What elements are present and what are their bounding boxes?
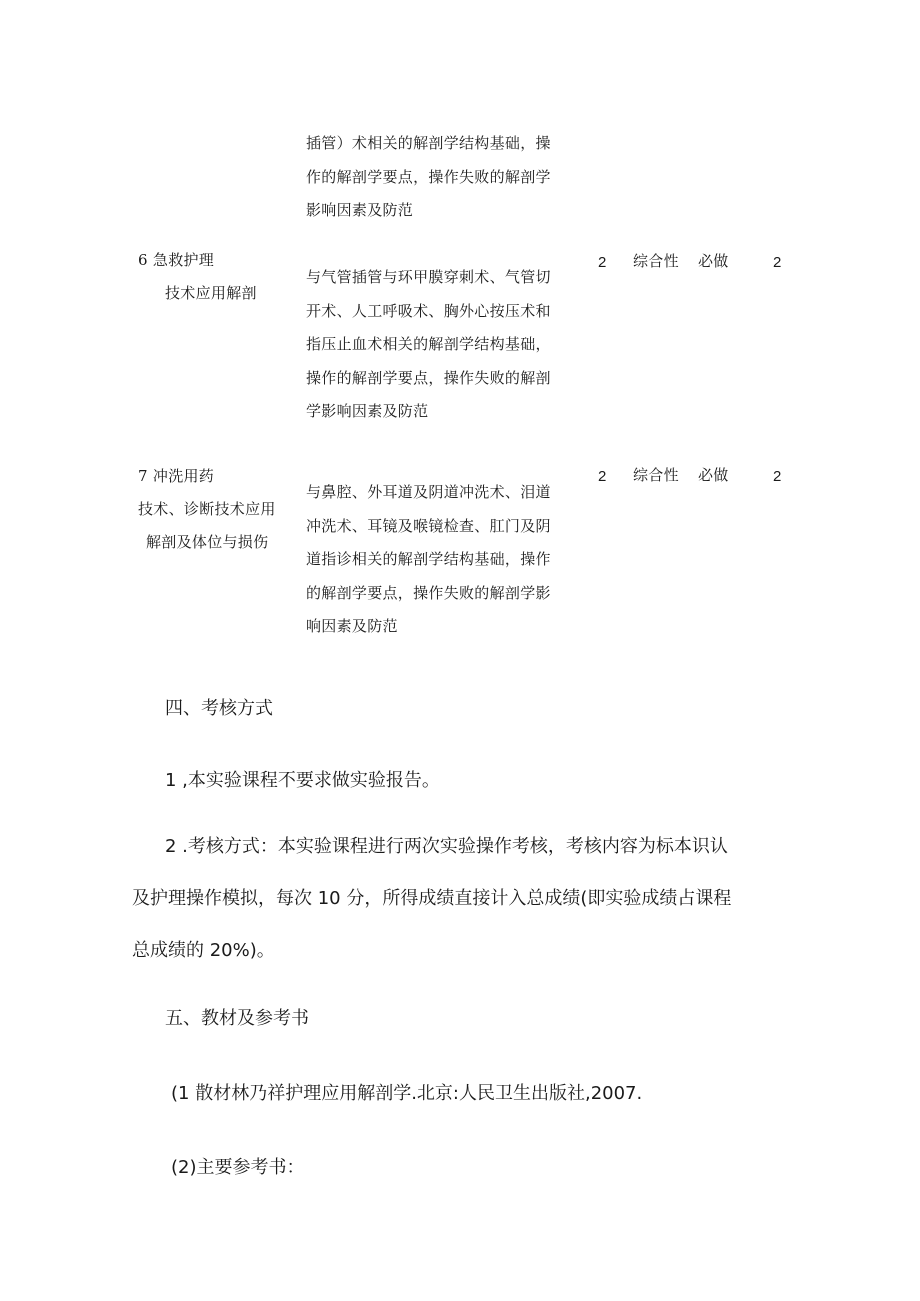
description-line: 影响因素及防范	[306, 201, 414, 219]
experiment-type: 综合性	[633, 466, 679, 484]
experiment-name	[138, 460, 276, 559]
experiment-name-line: 解剖及体位与损伤	[146, 533, 269, 551]
paragraph-line: 总成绩的 20%)。	[132, 940, 275, 961]
experiment-name	[138, 244, 257, 310]
experiment-description	[306, 261, 551, 429]
section-heading-assessment: 四、考核方式	[165, 698, 273, 719]
description-line: 道指诊相关的解剖学结构基础，操作	[306, 550, 551, 568]
continued-description	[306, 127, 551, 228]
paragraph-line: 及护理操作模拟，每次 10 分，所得成绩直接计入总成绩(即实验成绩占课程	[132, 888, 732, 909]
hours-value: 2	[598, 254, 607, 271]
group-size-value: 2	[773, 254, 782, 271]
reference-books-item: (2)主要参考书：	[171, 1157, 305, 1178]
hours-value: 2	[598, 468, 607, 485]
description-line: 与鼻腔、外耳道及阴道冲洗术、泪道	[306, 483, 551, 501]
description-line: 开术、人工呼吸术、胸外心按压术和	[306, 301, 551, 320]
description-line: 学影响因素及防范	[306, 402, 429, 420]
description-line: 作的解剖学要点，操作失败的解剖学	[306, 167, 551, 186]
assessment-item-1: 1 ,本实验课程不要求做实验报告。	[165, 770, 440, 791]
requirement: 必做	[698, 252, 729, 270]
experiment-name-line: 技术应用解剖	[165, 284, 257, 302]
experiment-description	[306, 476, 551, 644]
experiment-name-line: 技术、诊断技术应用	[138, 500, 276, 518]
textbook-item: (1 散材林乃祥护理应用解剖学.北京:人民卫生出版社,2007.	[171, 1083, 643, 1104]
description-line: 冲洗术、耳镜及喉镜检查、肛门及阴	[306, 516, 551, 535]
description-line: 的解剖学要点，操作失败的解剖学影	[306, 583, 551, 602]
description-line: 操作的解剖学要点，操作失败的解剖	[306, 368, 551, 387]
paragraph-line: 2 .考核方式：本实验课程进行两次实验操作考核，考核内容为标本识认	[165, 836, 728, 857]
description-line: 与气管插管与环甲膜穿刺术、气管切	[306, 268, 551, 286]
requirement: 必做	[698, 466, 729, 484]
description-line: 响因素及防范	[306, 617, 398, 635]
section-heading-textbooks: 五、教材及参考书	[165, 1008, 309, 1029]
description-line: 指压止血术相关的解剖学结构基础，	[306, 335, 551, 353]
experiment-name-line: 7 冲洗用药	[138, 467, 215, 485]
description-line: 插管）术相关的解剖学结构基础，操	[306, 134, 551, 152]
group-size-value: 2	[773, 468, 782, 485]
experiment-type: 综合性	[633, 252, 679, 270]
experiment-name-line: 6 急救护理	[138, 251, 215, 269]
assessment-item-2	[132, 821, 731, 977]
